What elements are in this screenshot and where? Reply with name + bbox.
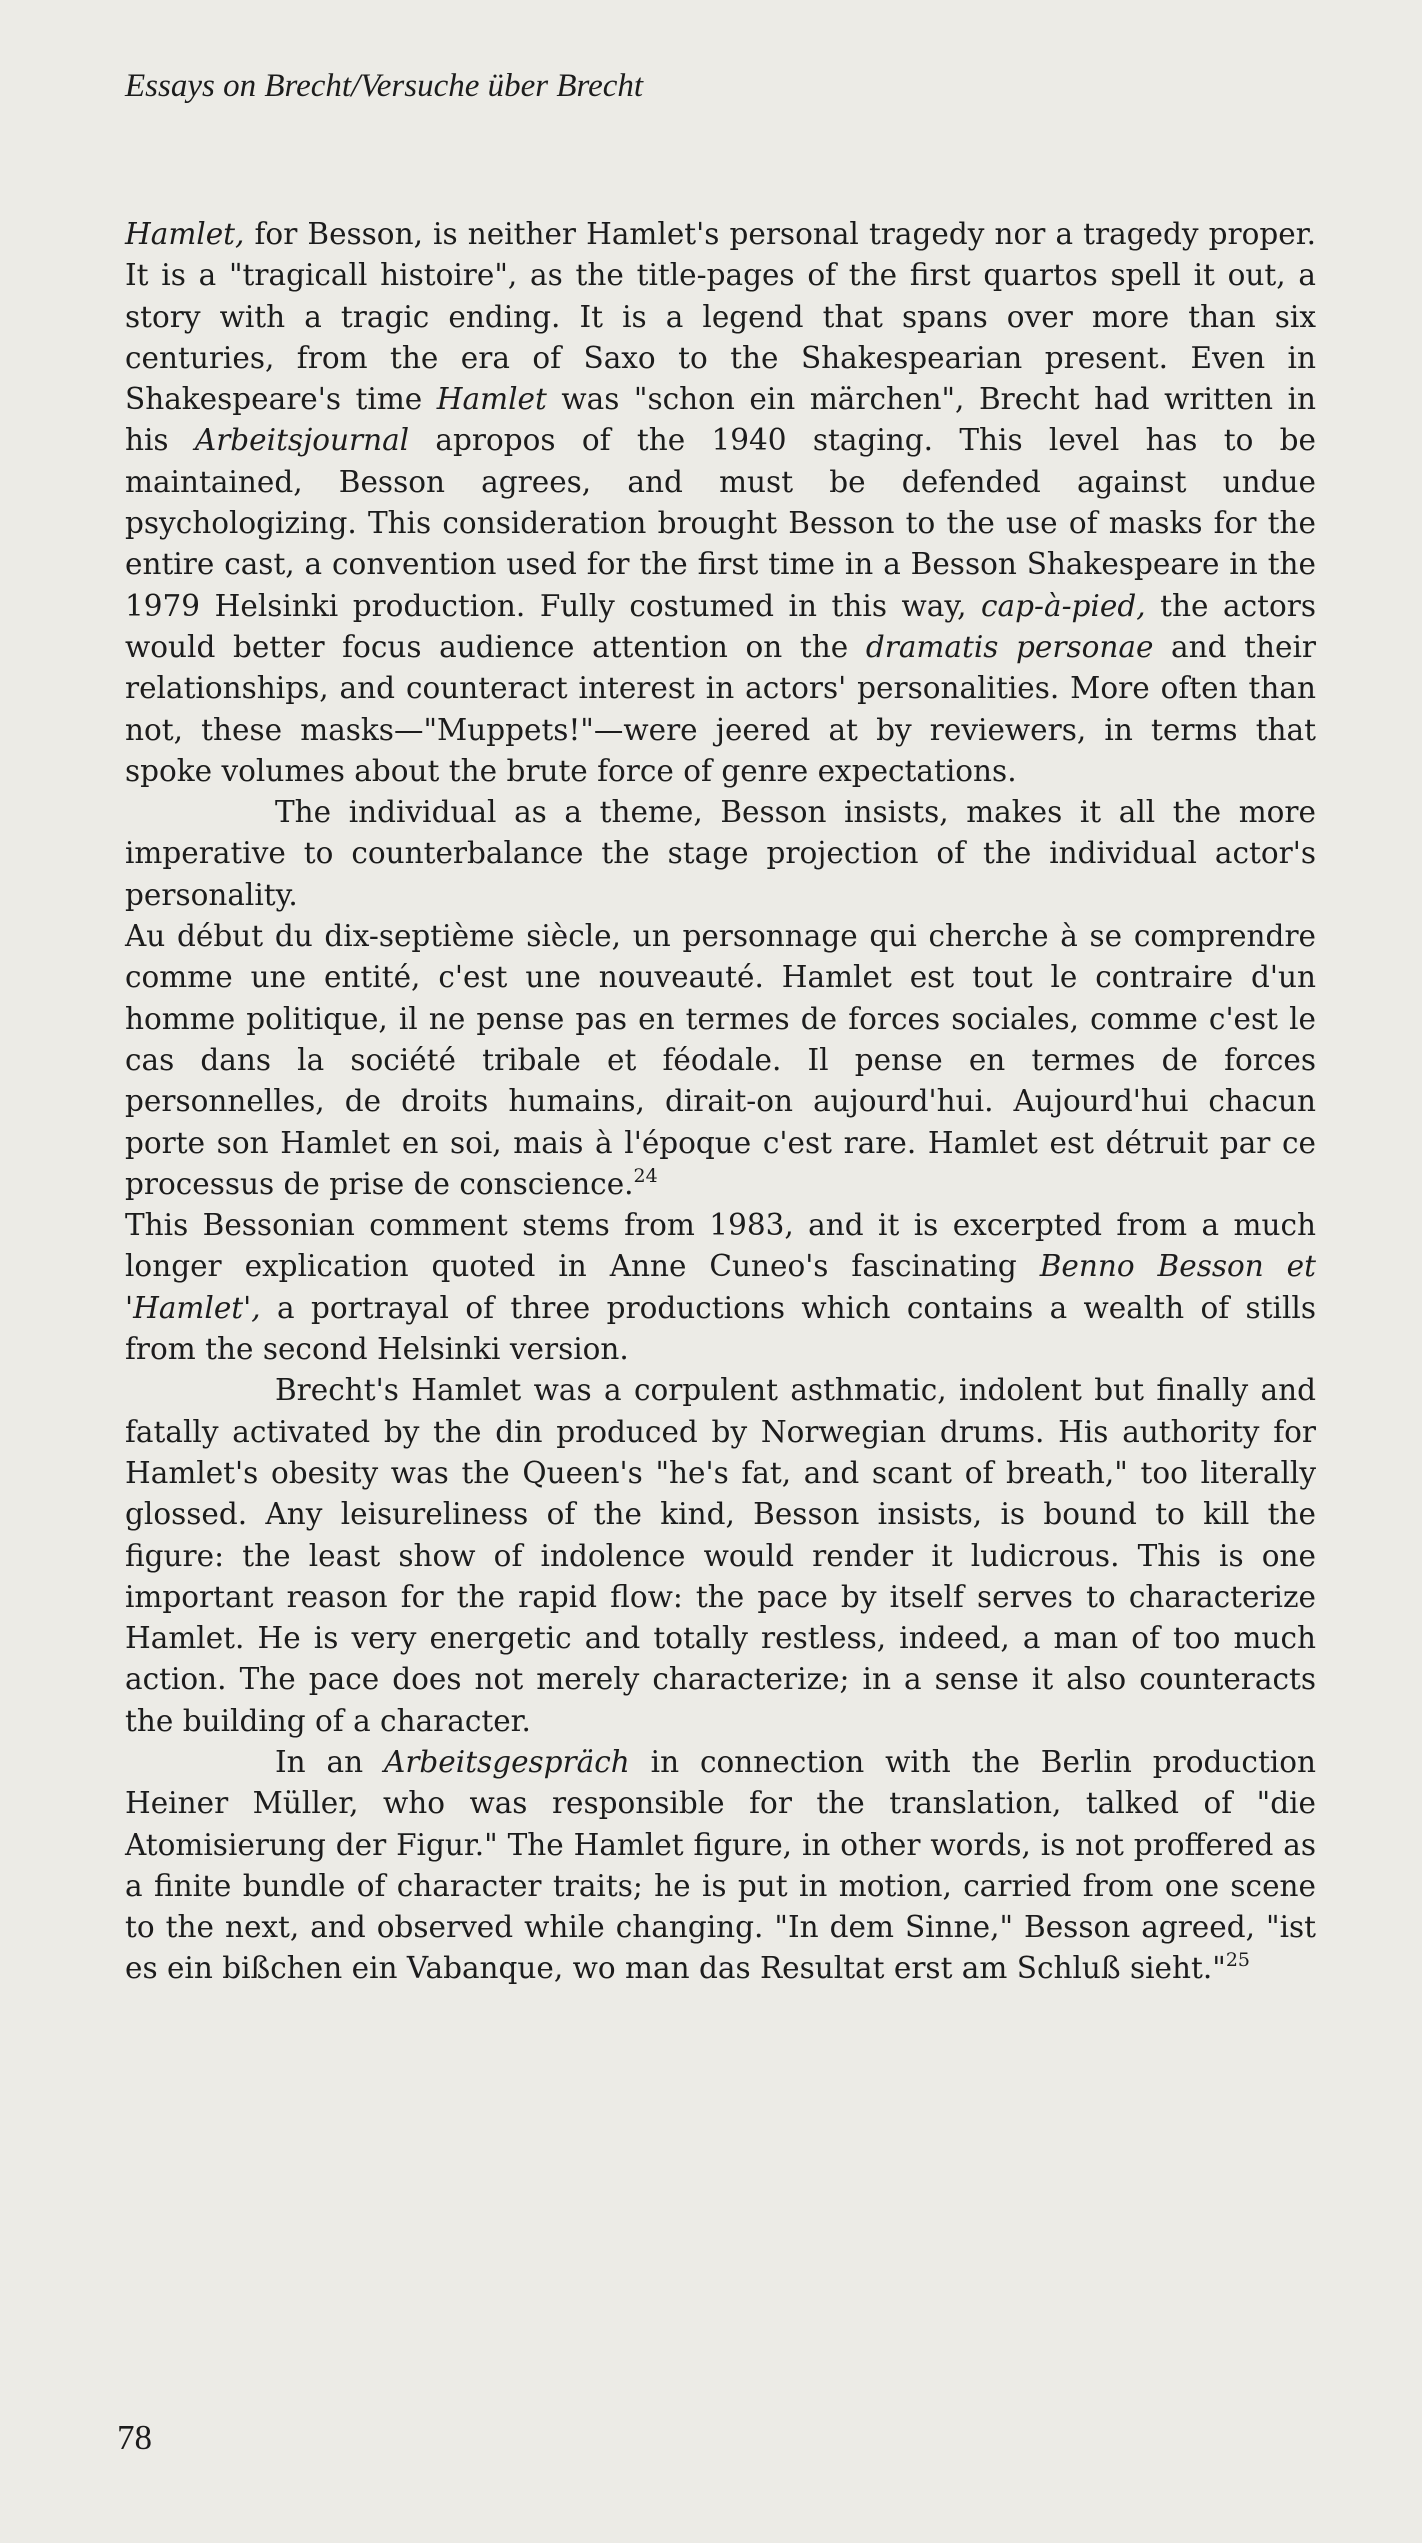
running-head: Essays on Brecht/Versuche über Brecht: [125, 68, 644, 104]
title-italic: Hamlet: [436, 382, 547, 417]
footnote-ref: 25: [1225, 1949, 1251, 1972]
paragraph-2: The individual as a theme, Besson insists, makes it all the more imperative to counterbalance the stage projection of the individual actor's personality.: [125, 795, 1316, 912]
footnote-ref: 24: [633, 1164, 658, 1187]
title-italic: Benno Besson et 'Hamlet',: [125, 1249, 1316, 1325]
body-text: [125, 214, 1316, 1990]
paragraph-5: In an Arbeitsgespräch in connection with the Berlin production Heiner Müller, who was responsible for the translation, talked of "die Atomisierung der Figur." The Hamlet figure, in other words, is not proffered as a finite bundle of character traits; he is put in motion, carried from one scene to the next, and observed while changing. "In dem Sinne," Besson agreed, "ist es ein bißchen ein Vabanque, wo man das Resultat erst am Schluß sieht."$^{25}$: [125, 1744, 1316, 1986]
term-italic: Arbeitsgespräch: [384, 1744, 630, 1779]
phrase-italic: cap-à-pied,: [981, 588, 1146, 623]
paragraph-4: Brecht's Hamlet was a corpulent asthmatic, indolent but finally and fatally activated by the din produced by Norwegian drums. His authority for Hamlet's obesity was the Queen's "he's fat, and scant of breath," too literally glossed. Any leisureliness of the kind, Besson insists, is bound to kill the figure: the least show of indolence would render it ludicrous. This is one important reason for the rapid flow: the pace by itself serves to characterize Hamlet. He is very energetic and totally restless, indeed, a man of too much action. The pace does not merely characterize; in a sense it also counteracts the building of a character.: [125, 1373, 1316, 1738]
paragraph-1: Hamlet, for Besson, is neither Hamlet's personal tragedy nor a tragedy proper. It is a "tragicall histoire", as the title-pages of the first quartos spell it out, a story with a tragic ending. It is a legend that spans over more than six centuries, from the era of Saxo to the Shakespearian present. Even in Shakespeare's time Hamlet was "schon ein märchen", Brecht had written in his Arbeitsjournal apropos of the 1940 staging. This level has to be maintained, Besson agrees, and must be defended against undue psychologizing. This consideration brought Besson to the use of masks for the entire cast, a convention used for the first time in a Besson Shakespeare in the 1979 Helsinki production. Fully costumed in this way, cap-à-pied, the actors would better focus audience attention on the dramatis personae and their relationships, and counteract interest in actors' personalities. More often than not, these masks—"Muppets!"—were jeered at by reviewers, in terms that spoke volumes about the brute force of genre expectations.: [125, 217, 1317, 788]
page-number: 78: [117, 2418, 152, 2457]
title-italic: Arbeitsjournal: [194, 423, 410, 458]
block-quote: Au début du dix-septième siècle, un personnage qui cherche à se comprendre comme une entité, c'est une nouveauté. Hamlet est tout le contraire d'un homme politique, il ne pense pas en termes de forces sociales, comme c'est le cas dans la société tribale et féodale. Il pense en termes de forces personnelles, de droits humains, dirait-on aujourd'hui. Aujourd'hui chacun porte son Hamlet en soi, mais à l'époque c'est rare. Hamlet est détruit par ce processus de prise de conscience.$^{24}$: [125, 919, 1316, 1201]
title-italic: Hamlet,: [125, 217, 245, 251]
phrase-italic: dramatis personae: [865, 629, 1154, 664]
paragraph-3: This Bessonian comment stems from 1983, and it is excerpted from a much longer explication quoted in Anne Cuneo's fascinating Benno Besson et 'Hamlet', a portrayal of three productions which contains a wealth of stills from the second Helsinki version.: [125, 1208, 1316, 1367]
